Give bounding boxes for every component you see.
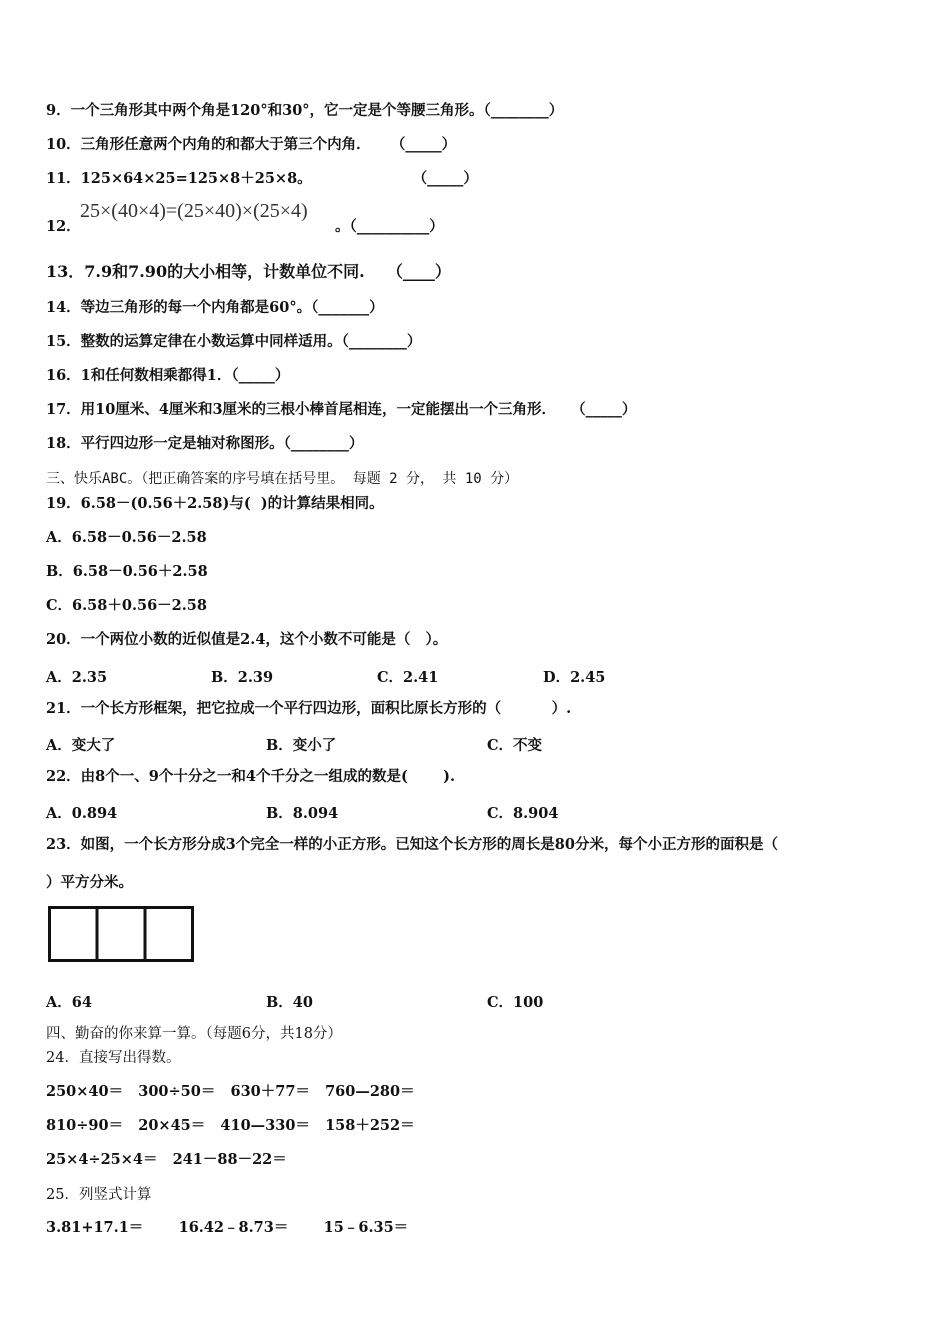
question-21-option-a: A．变大了 bbox=[46, 737, 116, 754]
question-13: 13．7.9和7.90的大小相等，计数单位不同. （____） bbox=[46, 262, 451, 281]
question-15: 15．整数的运算定律在小数运算中同样适用。（________） bbox=[46, 333, 422, 350]
question-20-option-a: A．2.35 bbox=[46, 669, 108, 686]
question-21: 21．一个长方形框架，把它拉成一个平行四边形，面积比原长方形的（ ）. bbox=[46, 700, 572, 717]
question-25-row: 3.81+17.1＝ 16.42﹣8.73＝ 15﹣6.35＝ bbox=[46, 1219, 409, 1236]
question-24-row-1: 250×40＝ 300÷50＝ 630＋77＝ 760—280＝ bbox=[46, 1083, 415, 1100]
question-22-option-c: C．8.904 bbox=[487, 805, 559, 822]
question-12-blank: 。（__________） bbox=[335, 218, 444, 235]
question-20-option-d: D．2.45 bbox=[543, 669, 606, 686]
question-17: 17．用10厘米、4厘米和3厘米的三根小棒首尾相连，一定能摆出一个三角形． （_____） bbox=[46, 401, 637, 418]
question-19-option-b: B．6.58－0.56＋2.58 bbox=[46, 563, 208, 580]
question-24: 24．直接写出得数。 bbox=[46, 1050, 181, 1066]
question-24-row-3: 25×4÷25×4＝ 241－88－22＝ bbox=[46, 1151, 287, 1168]
question-25: 25．列竖式计算 bbox=[46, 1187, 152, 1203]
question-21-option-c: C．不变 bbox=[487, 737, 543, 754]
three-squares-figure bbox=[48, 906, 194, 962]
question-10: 10．三角形任意两个内角的和都大于第三个内角． （_____） bbox=[46, 136, 457, 153]
question-20: 20．一个两位小数的近似值是2.4，这个小数不可能是（ ）。 bbox=[46, 631, 448, 648]
question-23-line-2: ）平方分米。 bbox=[46, 874, 133, 891]
question-22-option-a: A．0.894 bbox=[46, 805, 118, 822]
question-12-number: 12． bbox=[46, 218, 81, 235]
question-9: 9．一个三角形其中两个角是120°和30°，它一定是个等腰三角形。（________） bbox=[46, 102, 564, 119]
section-4-heading: 四、勤奋的你来算一算。（每题6分，共18分） bbox=[46, 1026, 342, 1042]
question-21-option-b: B．变小了 bbox=[266, 737, 337, 754]
question-19: 19．6.58－(0.56＋2.58)与( )的计算结果相同。 bbox=[46, 495, 384, 512]
question-23-option-a: A．64 bbox=[46, 994, 92, 1011]
rectangle-outline bbox=[50, 908, 193, 961]
question-22: 22．由8个一、9个十分之一和4个千分之一组成的数是( ). bbox=[46, 768, 456, 785]
question-23-option-b: B．40 bbox=[266, 994, 313, 1011]
question-12-formula: 25×(40×4)=(25×40)×(25×4) bbox=[80, 200, 308, 222]
question-23-option-c: C．100 bbox=[487, 994, 544, 1011]
question-19-option-a: A．6.58－0.56－2.58 bbox=[46, 529, 207, 546]
question-20-option-b: B．2.39 bbox=[211, 669, 274, 686]
question-16: 16．1和任何数相乘都得1．（_____） bbox=[46, 367, 290, 384]
question-20-option-c: C．2.41 bbox=[377, 669, 439, 686]
question-11: 11．125×64×25=125×8＋25×8。 （_____） bbox=[46, 170, 478, 187]
question-19-option-c: C．6.58＋0.56－2.58 bbox=[46, 597, 207, 614]
question-23-line-1: 23．如图，一个长方形分成3个完全一样的小正方形。已知这个长方形的周长是80分米，每个小正方形的面积是（ bbox=[46, 836, 778, 853]
question-18: 18．平行四边形一定是轴对称图形。（________） bbox=[46, 435, 364, 452]
question-24-row-2: 810÷90＝ 20×45＝ 410—330＝ 158＋252＝ bbox=[46, 1117, 415, 1134]
section-3-heading: 三、快乐ABC。（把正确答案的序号填在括号里。 每题 2 分， 共 10 分） bbox=[46, 471, 519, 487]
question-22-option-b: B．8.094 bbox=[266, 805, 339, 822]
question-14: 14．等边三角形的每一个内角都是60°。（_______） bbox=[46, 299, 384, 316]
